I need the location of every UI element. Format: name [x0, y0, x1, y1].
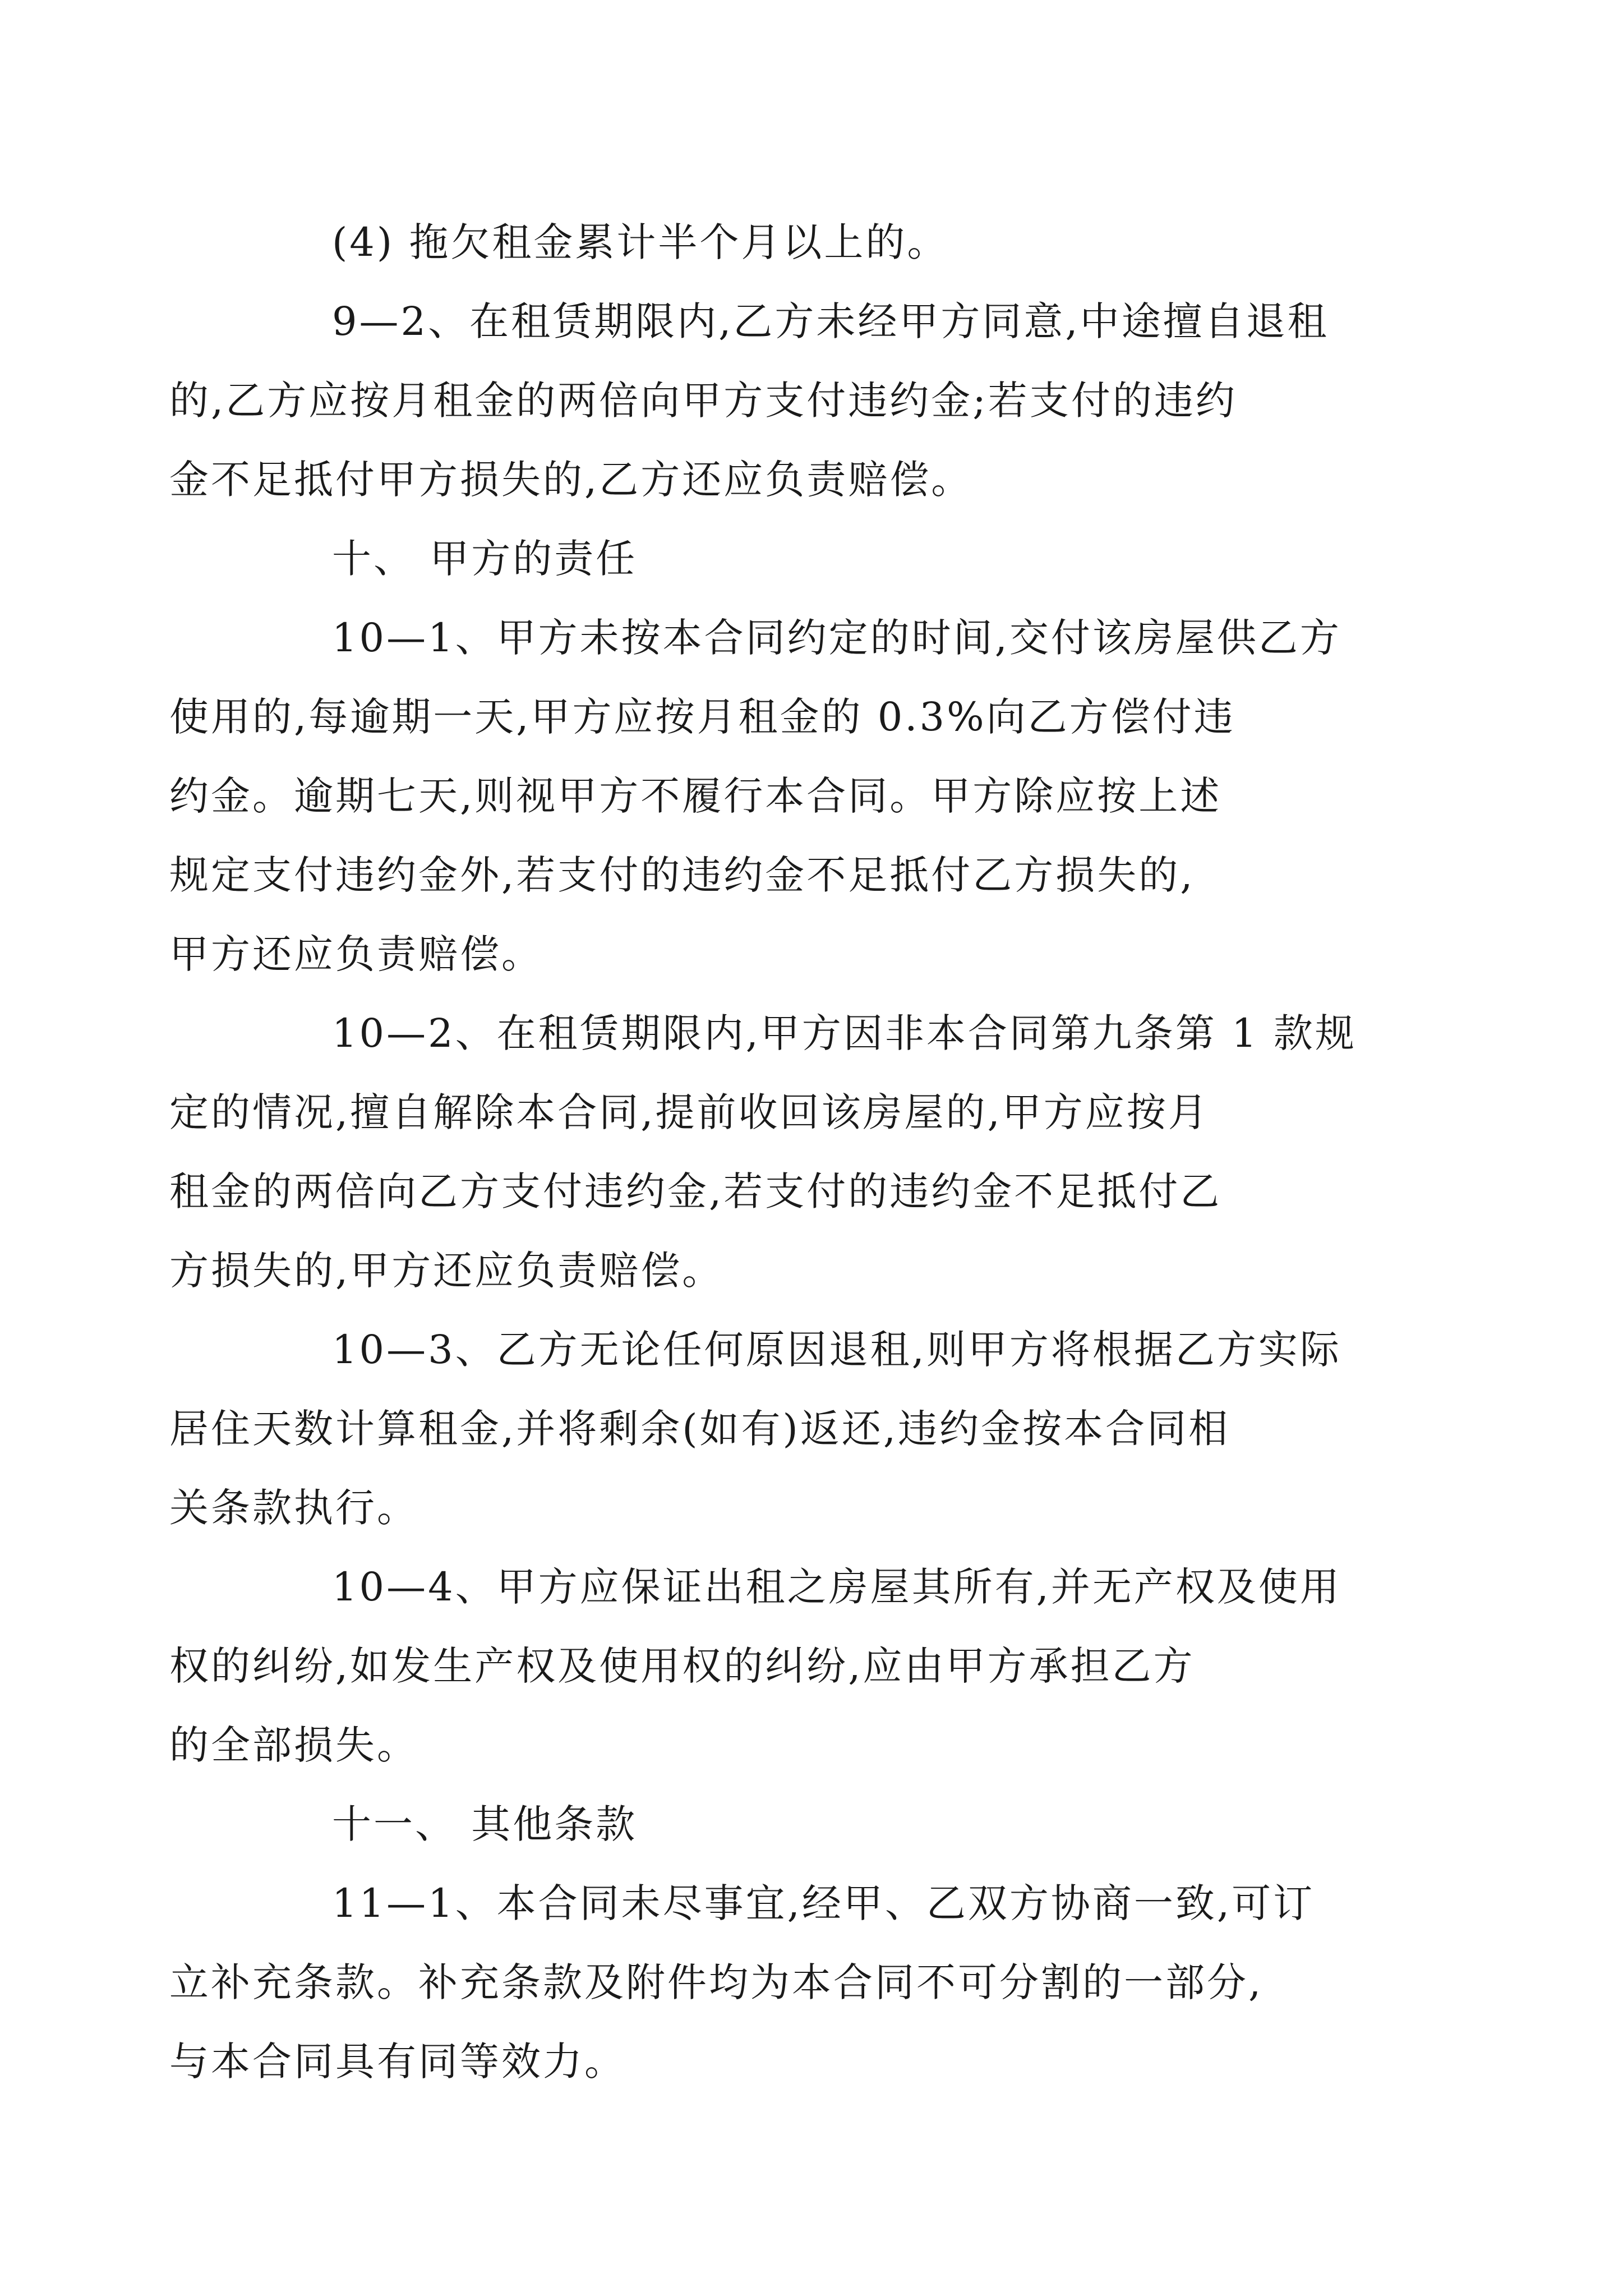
text-line: 10—1、甲方未按本合同约定的时间,交付该房屋供乙方	[332, 615, 1341, 661]
clause-9-1-item-4	[251, 203, 1389, 282]
text-line: 9—2、在租赁期限内,乙方未经甲方同意,中途擅自退租	[332, 298, 1329, 344]
clause-10-4	[169, 1548, 1389, 1785]
text-line: 11—1、本合同未尽事宜,经甲、乙双方协商一致,可订	[332, 1880, 1315, 1926]
document-page	[169, 203, 1389, 2101]
text-line: 规定支付违约金外,若支付的违约金不足抵付乙方损失的,	[169, 852, 1195, 898]
section-heading-11: 十一、 其他条款	[332, 1801, 638, 1847]
text-line: (4) 拖欠租金累计半个月以上的。	[332, 219, 949, 265]
text-line: 权的纠纷,如发生产权及使用权的纠纷,应由甲方承担乙方	[169, 1643, 1195, 1689]
text-line: 10—3、乙方无论任何原因退租,则甲方将根据乙方实际	[332, 1327, 1341, 1373]
text-line: 使用的,每逾期一天,甲方应按月租金的 0.3%向乙方偿付违	[169, 694, 1235, 740]
text-line: 租金的两倍向乙方支付违约金,若支付的违约金不足抵付乙	[169, 1168, 1222, 1214]
section-heading-10: 十、 甲方的责任	[332, 536, 638, 582]
text-line: 金不足抵付甲方损失的,乙方还应负责赔偿。	[169, 457, 973, 503]
text-line: 方损失的,甲方还应负责赔偿。	[169, 1248, 724, 1294]
text-line: 关条款执行。	[169, 1485, 418, 1531]
clause-10-2	[169, 994, 1389, 1310]
clause-9-2	[169, 282, 1389, 519]
clause-10-1	[169, 599, 1389, 994]
text-line: 定的情况,擅自解除本合同,提前收回该房屋的,甲方应按月	[169, 1089, 1210, 1135]
text-line: 的,乙方应按月租金的两倍向甲方支付违约金;若支付的违约	[169, 378, 1237, 424]
clause-11-1	[169, 1864, 1389, 2101]
text-line: 与本合同具有同等效力。	[169, 2039, 626, 2085]
text-line: 居住天数计算租金,并将剩余(如有)返还,违约金按本合同相	[169, 1406, 1230, 1452]
text-line: 的全部损失。	[169, 1722, 418, 1768]
text-line: 立补充条款。补充条款及附件均为本合同不可分割的一部分,	[169, 1959, 1264, 2005]
clause-10-3	[169, 1310, 1389, 1548]
text-line: 约金。逾期七天,则视甲方不履行本合同。甲方除应按上述	[169, 773, 1222, 819]
text-line: 10—4、甲方应保证出租之房屋其所有,并无产权及使用	[332, 1564, 1341, 1610]
text-line: 甲方还应负责赔偿。	[169, 931, 543, 977]
text-line: 10—2、在租赁期限内,甲方因非本合同第九条第 1 款规	[332, 1010, 1357, 1056]
